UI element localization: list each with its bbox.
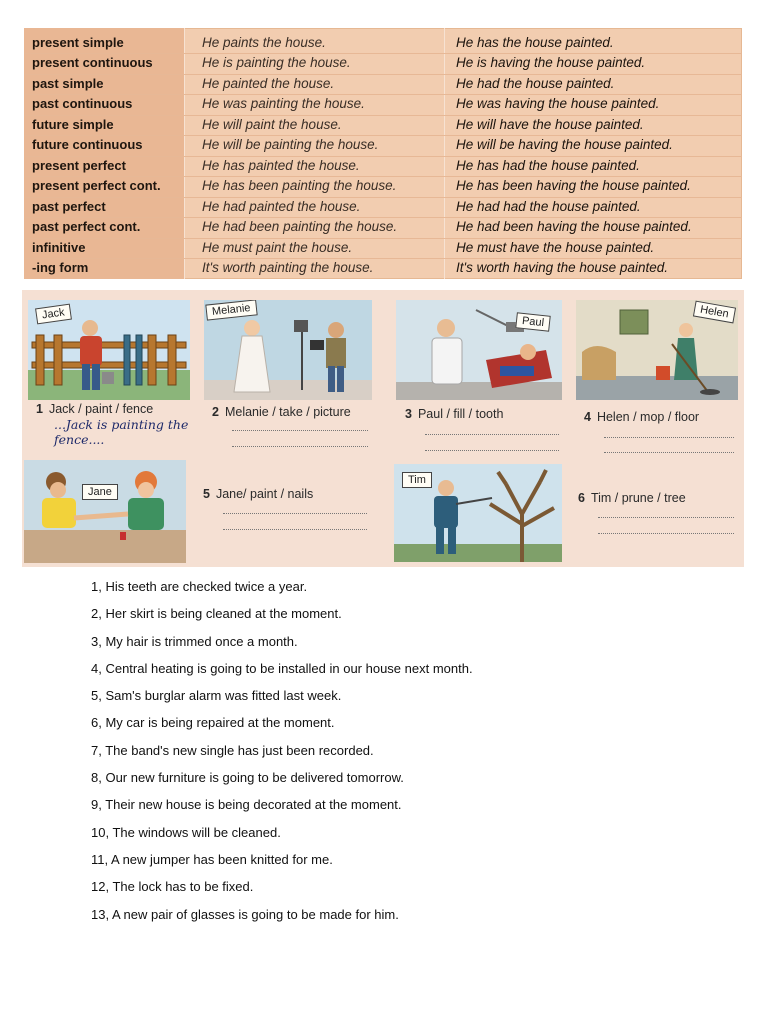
list-item: 2, Her skirt is being cleaned at the moment.: [91, 606, 342, 622]
name-tag: Helen: [693, 301, 736, 324]
item-number: 1: [36, 402, 43, 416]
causative-cell: He had the house painted.: [456, 76, 615, 91]
answer-line[interactable]: [425, 434, 559, 436]
table-row: [24, 156, 742, 176]
name-tag: Jack: [35, 304, 72, 325]
item-prompt: Jane/ paint / nails: [215, 487, 314, 501]
table-row: [24, 238, 742, 258]
item-number: 2: [212, 405, 219, 419]
tense-cell: present continuous: [32, 55, 153, 70]
name-tag: Tim: [402, 472, 432, 488]
table-row: [24, 258, 742, 278]
causative-cell: He will have the house painted.: [456, 117, 644, 132]
exercise-item-1: [36, 402, 153, 416]
answer-line[interactable]: [232, 446, 368, 448]
causative-cell: He is having the house painted.: [456, 55, 646, 70]
table-row: [24, 197, 742, 217]
tense-cell: -ing form: [32, 260, 89, 275]
answer-line[interactable]: [598, 533, 734, 535]
list-item: 12, The lock has to be fixed.: [91, 879, 254, 895]
jack-painting-fence-illustration: [28, 300, 190, 400]
active-cell: He painted the house.: [202, 76, 335, 91]
causative-cell: It's worth having the house painted.: [456, 260, 668, 275]
jane-nails-illustration: [24, 460, 186, 563]
causative-grammar-table: [24, 28, 742, 279]
list-item: 3, My hair is trimmed once a month.: [91, 633, 298, 649]
melanie-photo-illustration: [204, 300, 372, 400]
table-row: [24, 33, 742, 53]
name-tag: Jane: [82, 484, 118, 500]
causative-cell: He must have the house painted.: [456, 240, 655, 255]
passive-sentence-list: [91, 578, 473, 933]
tense-cell: future continuous: [32, 137, 143, 152]
tense-cell: past perfect cont.: [32, 219, 141, 234]
causative-cell: He was having the house painted.: [456, 96, 660, 111]
name-tag: Paul: [515, 312, 551, 331]
causative-cell: He had been having the house painted.: [456, 219, 692, 234]
answer-line[interactable]: [232, 430, 368, 432]
table-row: [24, 135, 742, 155]
item-number: 3: [405, 407, 412, 421]
causative-cell: He has the house painted.: [456, 35, 614, 50]
table-row: [24, 53, 742, 73]
list-item: 4, Central heating is going to be installed in our house next month.: [91, 660, 473, 676]
tense-cell: present perfect: [32, 158, 126, 173]
list-item: 9, Their new house is being decorated at the moment.: [91, 797, 402, 813]
list-item: 13, A new pair of glasses is going to be made for him.: [91, 906, 399, 922]
active-cell: It's worth painting the house.: [202, 260, 374, 275]
causative-cell: He will be having the house painted.: [456, 137, 673, 152]
table-row: [24, 74, 742, 94]
tense-cell: future simple: [32, 117, 114, 132]
causative-cell: He had had the house painted.: [456, 199, 641, 214]
tense-cell: present simple: [32, 35, 124, 50]
item-number: 6: [578, 491, 585, 505]
answer-line[interactable]: [223, 513, 367, 515]
answer-line[interactable]: [604, 452, 734, 454]
table-row: [24, 176, 742, 196]
tim-pruning-tree-illustration: [394, 464, 562, 562]
causative-cell: He has had the house painted.: [456, 158, 640, 173]
list-item: 6, My car is being repaired at the moment.: [91, 715, 335, 731]
causative-cell: He has been having the house painted.: [456, 178, 691, 193]
answer-line[interactable]: [598, 517, 734, 519]
answer-line[interactable]: [223, 529, 367, 531]
example-answer-line: fence....: [54, 432, 105, 447]
table-row: [24, 94, 742, 114]
active-cell: He has painted the house.: [202, 158, 360, 173]
active-cell: He has been painting the house.: [202, 178, 397, 193]
tense-cell: past continuous: [32, 96, 133, 111]
tense-cell: past simple: [32, 76, 104, 91]
item-prompt: Melanie / take / picture: [224, 405, 351, 419]
table-row: [24, 115, 742, 135]
list-item: 8, Our new furniture is going to be delivered tomorrow.: [91, 770, 404, 786]
item-number: 5: [203, 487, 210, 501]
list-item: 5, Sam's burglar alarm was fitted last week.: [91, 688, 342, 704]
active-cell: He must paint the house.: [202, 240, 353, 255]
exercise-item-2: [212, 405, 351, 419]
active-cell: He had painted the house.: [202, 199, 361, 214]
exercise-item-6: [578, 491, 686, 505]
item-prompt: Jack / paint / fence: [48, 402, 154, 416]
picture-exercise: [22, 290, 744, 567]
helen-mopping-illustration: [576, 300, 738, 400]
active-cell: He was painting the house.: [202, 96, 365, 111]
name-tag: Melanie: [205, 300, 257, 321]
table-row: [24, 217, 742, 237]
example-answer-line: ...Jack is painting the: [54, 417, 189, 432]
exercise-item-4: [584, 410, 699, 424]
list-item: 7, The band's new single has just been recorded.: [91, 742, 374, 758]
list-item: 10, The windows will be cleaned.: [91, 824, 281, 840]
active-cell: He will be painting the house.: [202, 137, 379, 152]
active-cell: He is painting the house.: [202, 55, 351, 70]
active-cell: He paints the house.: [202, 35, 326, 50]
exercise-item-3: [405, 407, 503, 421]
answer-line[interactable]: [425, 450, 559, 452]
active-cell: He had been painting the house.: [202, 219, 398, 234]
item-prompt: Tim / prune / tree: [590, 491, 686, 505]
exercise-item-5: [203, 487, 313, 501]
answer-line[interactable]: [604, 437, 734, 439]
list-item: 11, A new jumper has been knitted for me.: [91, 851, 333, 867]
list-item: 1, His teeth are checked twice a year.: [91, 579, 308, 594]
active-cell: He will paint the house.: [202, 117, 342, 132]
tense-cell: past perfect: [32, 199, 106, 214]
tense-cell: present perfect cont.: [32, 178, 161, 193]
tense-cell: infinitive: [32, 240, 86, 255]
item-prompt: Helen / mop / floor: [596, 410, 700, 424]
item-prompt: Paul / fill / tooth: [417, 407, 504, 421]
item-number: 4: [584, 410, 591, 424]
paul-dentist-illustration: [396, 300, 562, 400]
